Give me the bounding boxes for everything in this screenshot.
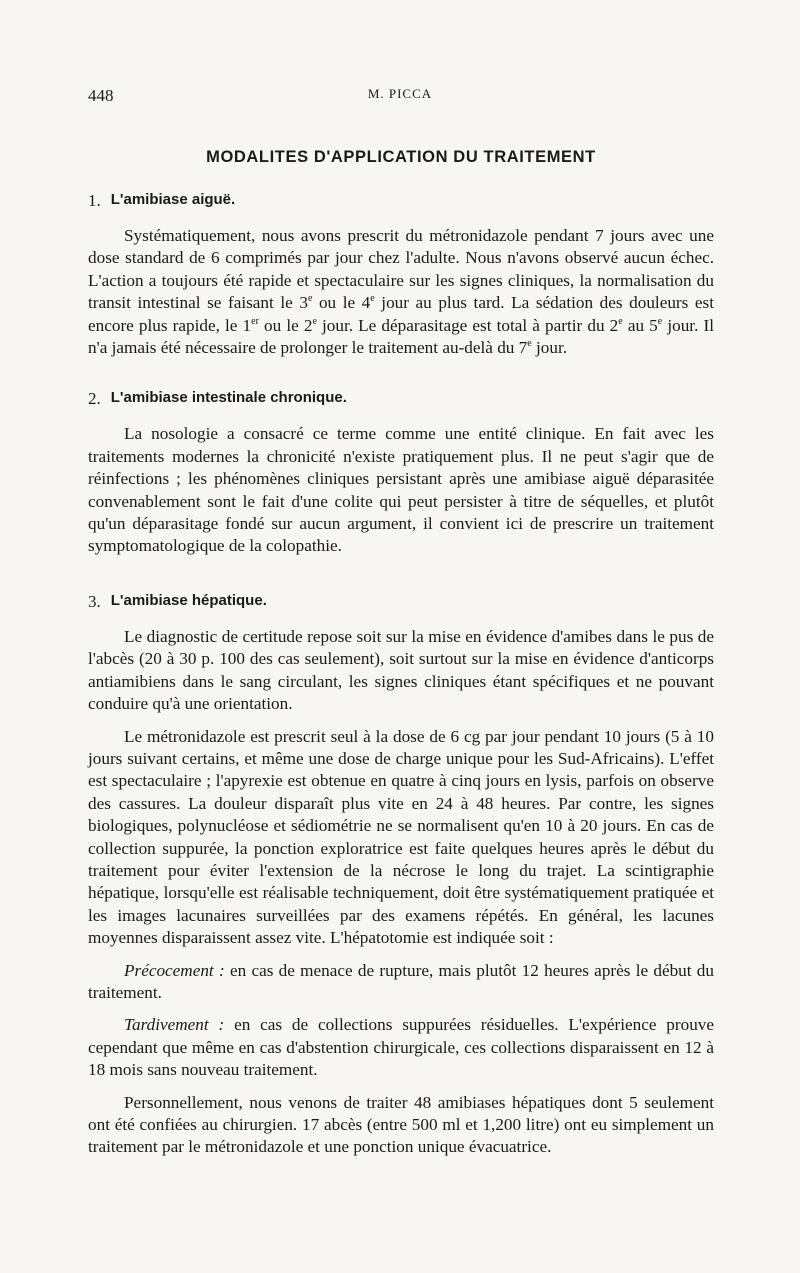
- section-title: L'amibiase aiguë.: [110, 191, 236, 208]
- closing-paragraph: Personnellement, nous venons de traiter 48 amibiases hépatiques dont 5 seulement ont été confiées au chirurgien. 17 abcès (entre 500 ml et 1,200 litre) ont eu simplement un traitement par le métronidazole et une ponction unique évacuatrice.: [88, 1092, 714, 1157]
- indication-text: en cas de collections suppurées résiduelles. L'expérience prouve cependant que même en cas d'abstention chirurgicale, ces collections disparaissent en 12 à 18 mois sans nouveau traitement.: [88, 1015, 715, 1080]
- section-heading: [88, 592, 714, 612]
- section-title: L'amibiase intestinale chronique.: [110, 389, 347, 407]
- running-author: M. PICCA: [367, 86, 433, 101]
- paragraph: Le diagnostic de certitude repose soit sur la mise en évidence d'amibes dans le pus de l'abcès (20 à 30 p. 100 des cas seulement), soit surtout sur la mise en évidence d'anticorps antiamibiens dans le sang circulant, les signes cliniques étant spécifiques et ne pouvant conduire qu'à une orientation.: [88, 626, 714, 714]
- indication-term: Précocement :: [124, 960, 225, 980]
- paragraph: Systématiquement, nous avons prescrit du métronidazole pendant 7 jours avec une dose standard de 6 comprimés par jour chez l'adulte. Nous n'avons observé aucun échec. L'action a toujours été rapide et spectaculaire sur les signes cliniques, la normalisation du transit intestinal se faisant le 3e ou le 4e jour au plus tard. La sédation des douleurs est encore plus rapide, le 1er ou le 2e jour. Le déparasitage est total à partir du 2e au 5e jour. Il n'a jamais été nécessaire de prolonger le traitement au-delà du 7e jour.: [88, 226, 714, 358]
- section-heading: [88, 191, 714, 211]
- indication-term: Tardivement :: [124, 1015, 225, 1035]
- section-title: L'amibiase hépatique.: [110, 591, 267, 609]
- indication-text: en cas de menace de rupture, mais plutôt 12 heures après le début du traitement.: [88, 960, 714, 1002]
- section-hepatic-amebiasis: [88, 592, 714, 1159]
- indication-early: [88, 960, 714, 1005]
- page-title: MODALITES D'APPLICATION DU TRAITEMENT: [206, 148, 596, 166]
- running-header: [88, 86, 712, 106]
- article-body: [88, 148, 714, 1193]
- section-chronic-amebiasis: [88, 389, 714, 557]
- paragraph: La nosologie a consacré ce terme comme une entité clinique. En fait avec les traitements modernes la chronicité n'existe pratiquement plus. Il ne peut s'agir que de réinfections ; les phénomènes cliniques persistant après une amibiase aiguë déparasitée convenablement sont le fait d'une colite qui peut persister à titre de séquelles, et plutôt qu'un déparasitage fondé sur aucun argument, il convient ici de prescrire un traitement symptomatologique de la colopathie.: [88, 424, 714, 556]
- page-number: 448: [88, 86, 114, 105]
- section-number: 1.: [88, 191, 101, 210]
- section-acute-amebiasis: [88, 191, 714, 359]
- section-number: 2.: [88, 389, 101, 409]
- section-heading: [88, 389, 714, 409]
- section-number: 3.: [88, 591, 101, 611]
- paragraph: Le métronidazole est prescrit seul à la dose de 6 cg par jour pendant 10 jours (5 à 10 jours suivant certains, et même une dose de charge unique pour les Sud-Africains). L'effet est spectaculaire ; l'apyrexie est obtenue en quatre à cinq jours en lysis, parfois on observe des cassures. La douleur disparaît plus vite en 24 à 48 heures. Par contre, les signes biologiques, polynucléose et sédiométrie ne se normalisent qu'en 10 à 20 jours. En cas de collection suppurée, la ponction exploratrice est faite quelques heures après le début du traitement pour éviter l'extension de la nécrose le long du trajet. La scintigraphie hépatique, lorsqu'elle est réalisable techniquement, doit être systématiquement pratiquée et les images lacunaires surveillées par des examens répétés. En général, les lacunes moyennes disparaissent assez vite. L'hépatotomie est indiquée soit :: [88, 726, 714, 948]
- indication-late: [88, 1014, 714, 1081]
